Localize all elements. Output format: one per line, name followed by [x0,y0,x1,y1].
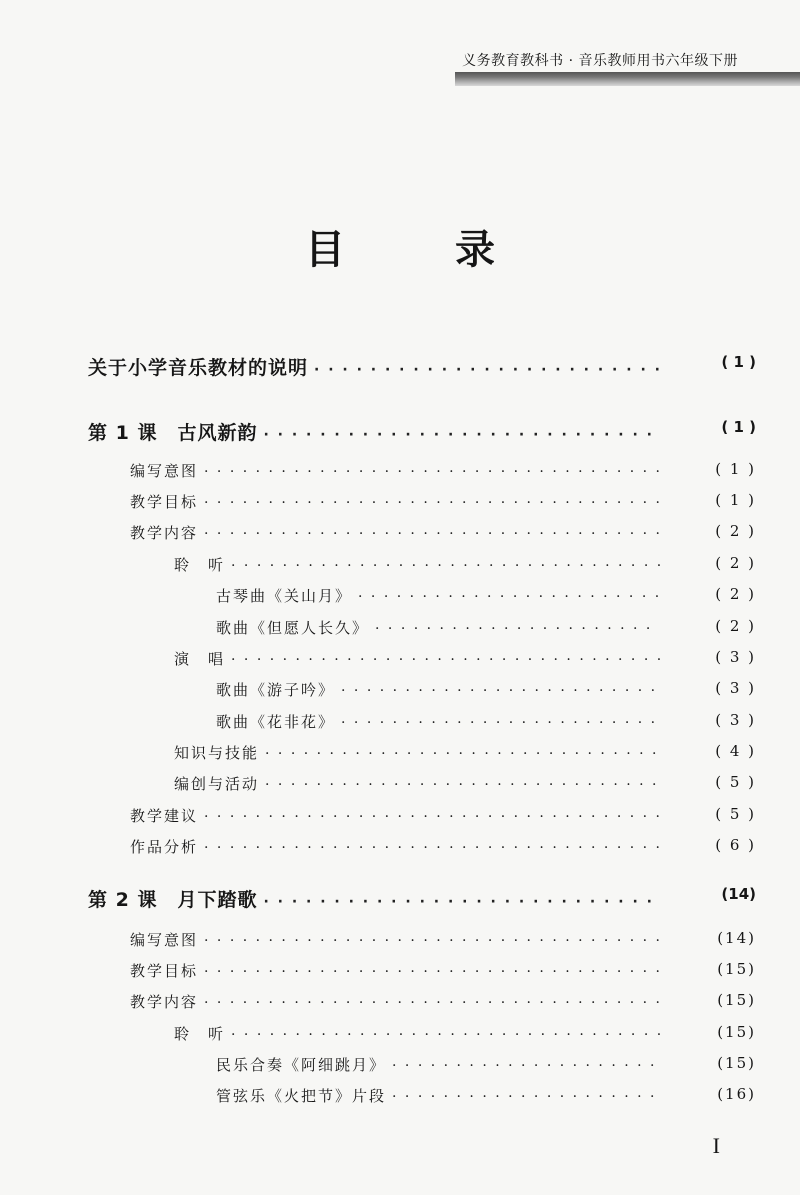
toc-entry-label: 编写意图 [130,462,199,480]
toc-entry-label: 编创与活动 [174,775,260,793]
toc-entry-label: 演 唱 [174,650,226,668]
toc-entry-page: (14) [721,885,756,903]
toc-entry[interactable] [216,1085,756,1106]
toc-entry-label: 教学内容 [130,524,199,542]
toc-entry-page: (15) [717,960,756,978]
toc-entry-label: 第 2 课 月下踏歌 [88,889,258,911]
toc-entry[interactable] [216,617,756,638]
toc-entry-label: 歌曲《但愿人长久》 [216,619,370,637]
toc-entry-label: 作品分析 [130,838,199,856]
toc-entry-page: ( 2 ) [715,617,756,635]
toc-entry[interactable] [130,991,756,1012]
running-header: 义务教育教科书 · 音乐教师用书六年级下册 [462,53,738,69]
toc-entry[interactable] [174,742,756,763]
title-char-2: 录 [455,227,495,273]
toc-entry-label: 教学建议 [130,807,199,825]
dot-leader [263,894,660,910]
toc-entry-page: ( 3 ) [715,648,756,666]
toc-entry-page: (16) [717,1085,756,1103]
toc-entry-label: 编写意图 [130,931,199,949]
dot-leader [204,495,660,511]
toc-entry-page: ( 2 ) [715,522,756,540]
dot-leader [341,683,660,699]
toc-entry-label: 教学目标 [130,493,199,511]
toc-entry[interactable] [216,711,756,732]
toc-entry-page: (15) [717,991,756,1009]
toc-entry-page: ( 1 ) [721,353,756,371]
toc-entry[interactable] [130,491,756,512]
toc-entry-page: ( 3 ) [715,711,756,729]
toc-entry-label: 管弦乐《火把节》片段 [216,1087,387,1105]
toc-entry-label: 歌曲《游子吟》 [216,681,336,699]
toc-entry-label: 第 1 课 古风新韵 [88,422,258,444]
toc-entry-page: ( 5 ) [715,773,756,791]
toc-entry-page: ( 3 ) [715,679,756,697]
toc-entry-label: 民乐合奏《阿细跳月》 [216,1056,387,1074]
dot-leader [231,652,660,668]
toc-entry-page: (14) [717,929,756,947]
toc-entry-page: (15) [717,1054,756,1072]
toc-entry-label: 教学内容 [130,993,199,1011]
toc-entry[interactable] [130,805,756,826]
toc-entry-page: ( 5 ) [715,805,756,823]
dot-leader [358,589,660,605]
toc-entry-label: 教学目标 [130,962,199,980]
toc-entry-label: 关于小学音乐教材的说明 [88,357,309,379]
toc-entry[interactable] [174,554,756,575]
title-char-1: 目 [305,227,345,273]
dot-leader [204,840,660,856]
dot-leader [392,1089,660,1105]
toc-entry-page: ( 1 ) [721,418,756,436]
toc-entry-page: (15) [717,1023,756,1041]
dot-leader [204,464,660,480]
dot-leader [375,621,660,637]
toc-entry[interactable] [216,585,756,606]
page-number: I [712,1133,720,1158]
dot-leader [341,715,660,731]
dot-leader [263,427,660,443]
toc-entry[interactable] [130,460,756,481]
dot-leader [392,1058,660,1074]
toc-entry-label: 歌曲《花非花》 [216,713,336,731]
toc-entry[interactable] [130,522,756,543]
toc-entry-label: 知识与技能 [174,744,260,762]
toc-entry[interactable] [216,679,756,700]
dot-leader [204,933,660,949]
toc-entry-page: ( 1 ) [715,491,756,509]
toc-entry-lesson-2[interactable] [88,885,756,912]
toc-entry-page: ( 4 ) [715,742,756,760]
toc-entry[interactable] [174,773,756,794]
toc-entry[interactable] [130,929,756,950]
toc-entry[interactable] [216,1054,756,1075]
dot-leader [231,558,660,574]
dot-leader [204,809,660,825]
toc-entry[interactable] [130,960,756,981]
dot-leader [204,964,660,980]
toc-entry-label: 聆 听 [174,1025,226,1043]
toc-entry[interactable] [130,836,756,857]
toc-entry[interactable] [174,648,756,669]
dot-leader [265,746,660,762]
dot-leader [204,526,660,542]
toc-entry-page: ( 6 ) [715,836,756,854]
dot-leader [265,777,660,793]
dot-leader [231,1027,660,1043]
toc-entry[interactable] [174,1023,756,1044]
toc-entry-label: 聆 听 [174,556,226,574]
toc-entry-page: ( 1 ) [715,460,756,478]
dot-leader [204,995,660,1011]
toc-entry-page: ( 2 ) [715,585,756,603]
toc-entry-front-matter[interactable] [88,353,756,380]
toc-entry-lesson-1[interactable] [88,418,756,445]
toc-entry-label: 古琴曲《关山月》 [216,587,353,605]
dot-leader [314,362,660,378]
toc-entry-page: ( 2 ) [715,554,756,572]
